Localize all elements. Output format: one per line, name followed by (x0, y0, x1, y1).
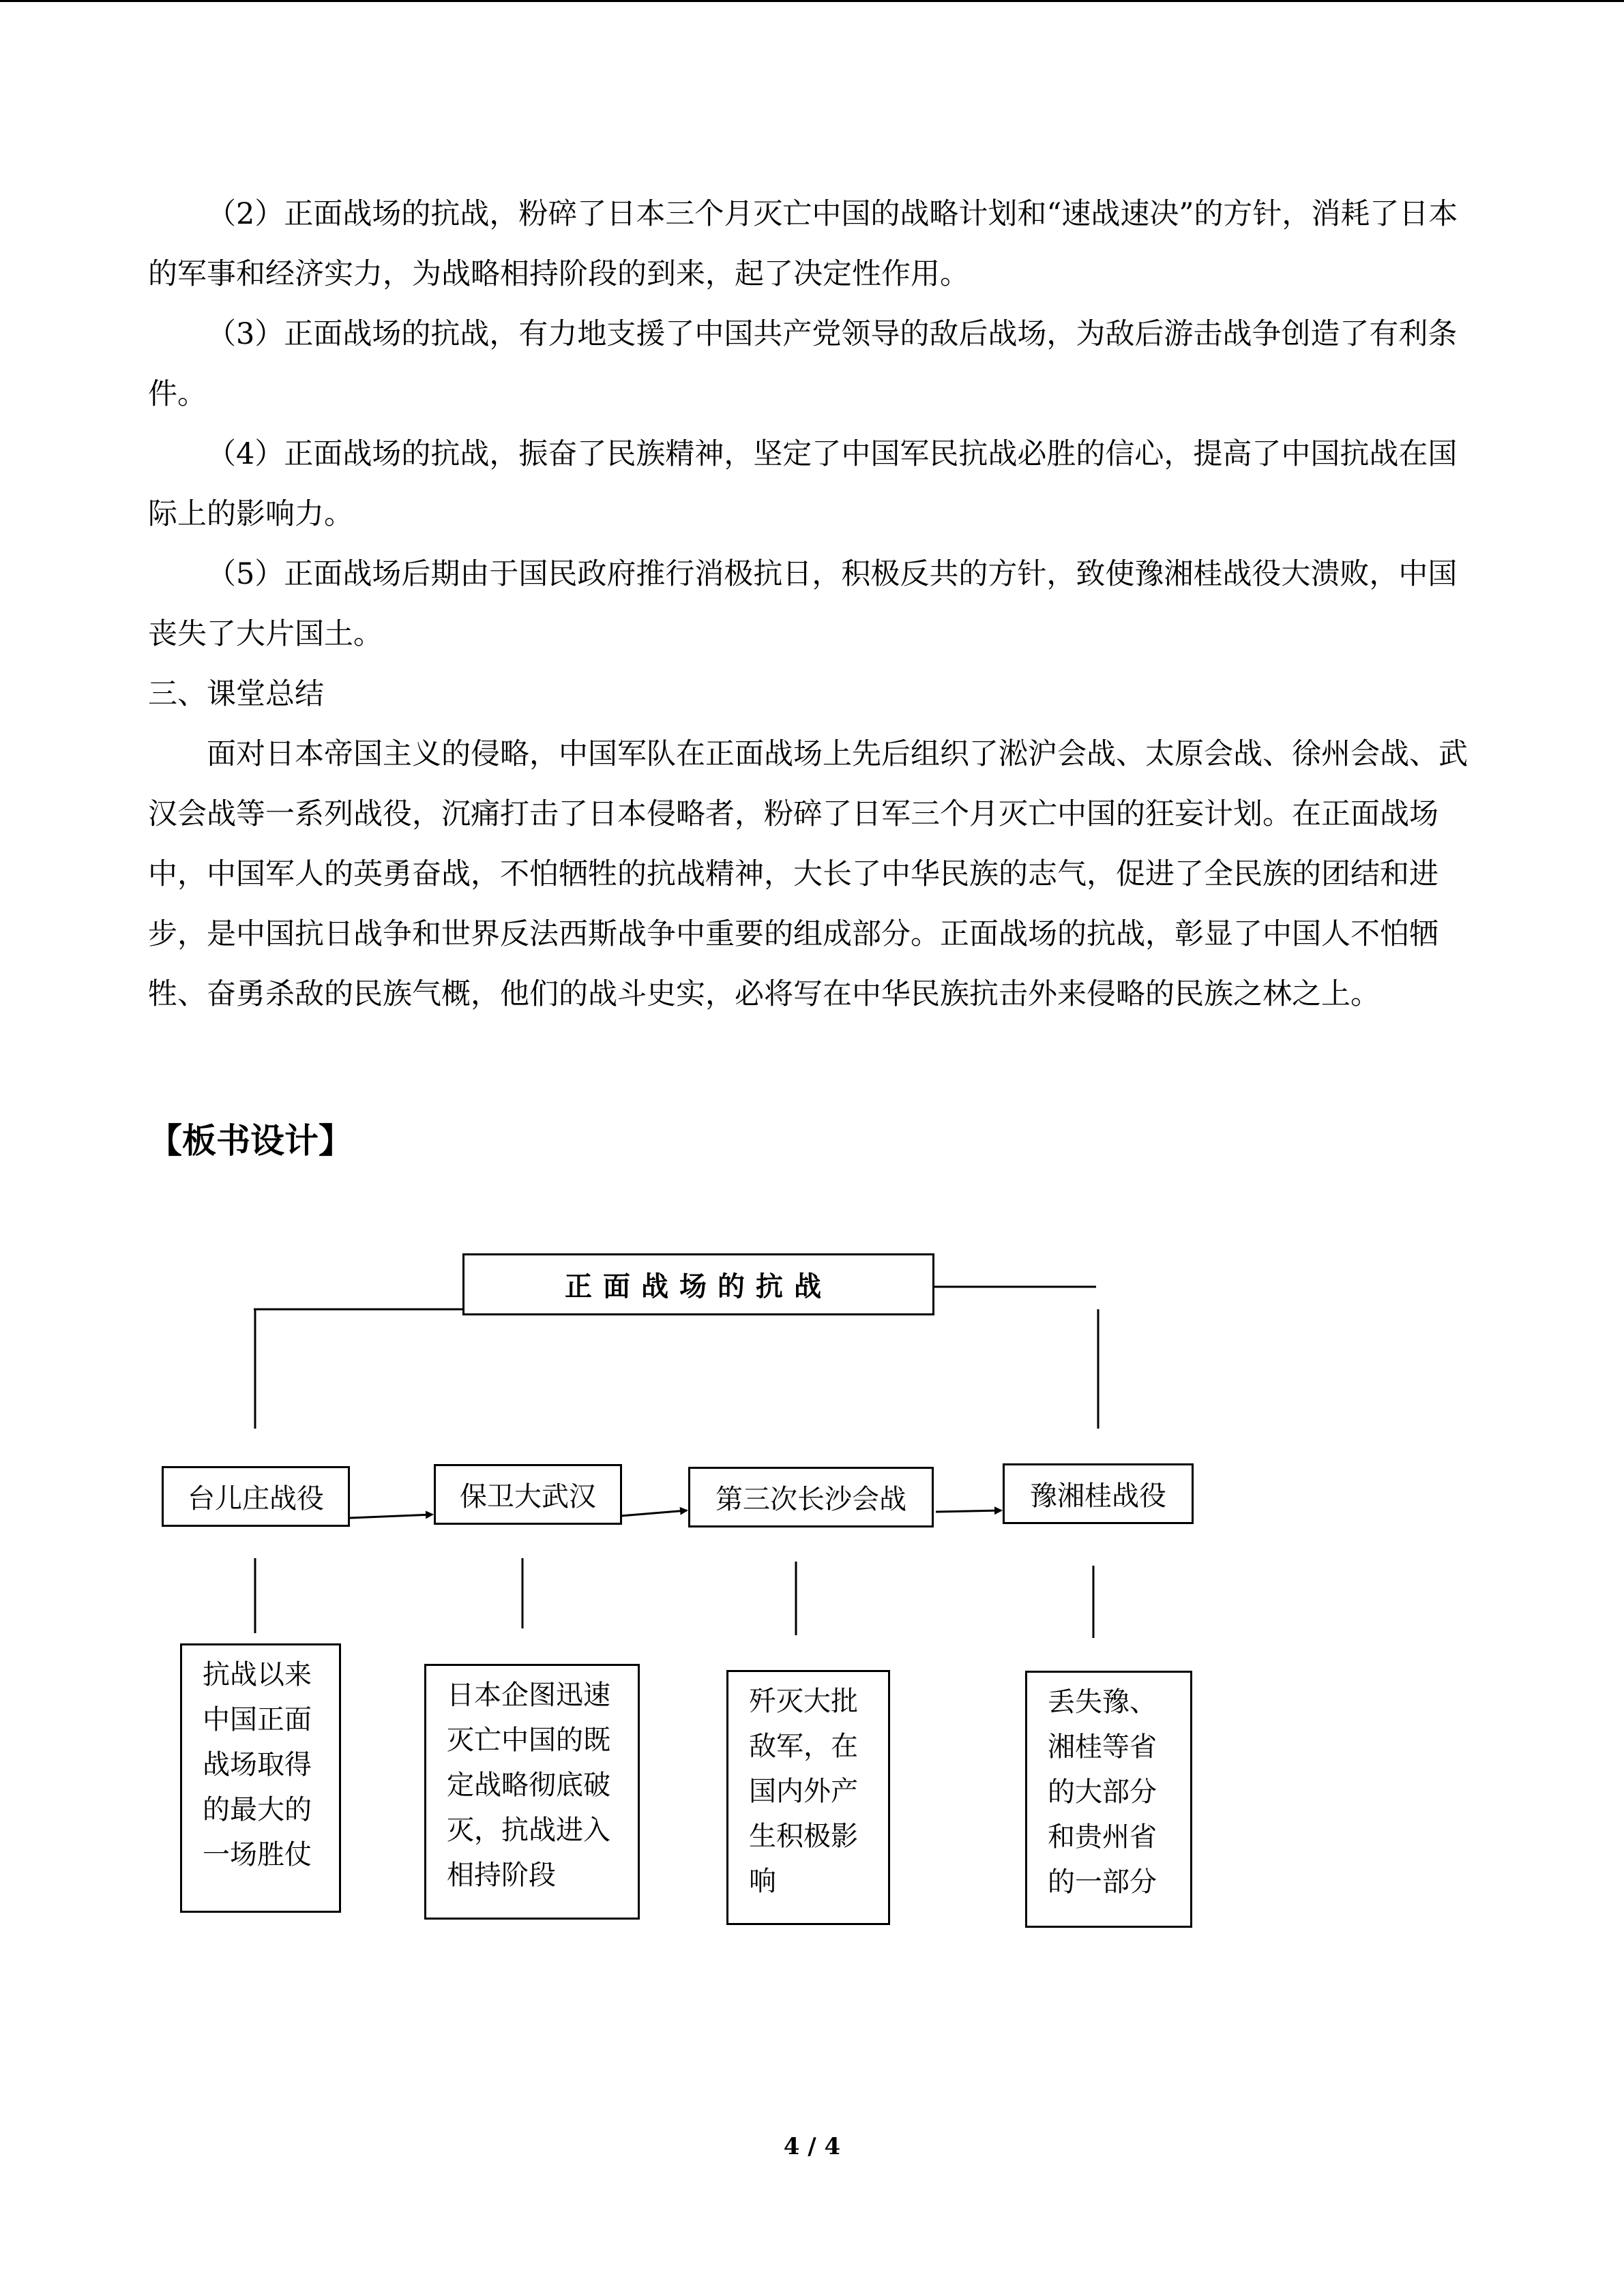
arrow-1 (350, 1515, 432, 1518)
arrow-2 (621, 1510, 687, 1516)
battle-box-yuxianggui: 豫湘桂战役 (1003, 1463, 1194, 1524)
battle-desc-taierzhuang: 抗战以来 中国正面 战场取得 的最大的 一场胜仗 (180, 1643, 341, 1913)
paragraph-front-battle-4: （4）正面战场的抗战，振奋了民族精神，坚定了中国军民抗战必胜的信心，提高了中国抗战在国际上的影响力。 (148, 437, 1458, 531)
battle-desc-yuxianggui: 丢失豫、 湘桂等省 的大部分 和贵州省 的一部分 (1025, 1671, 1192, 1928)
paragraph-summary: 面对日本帝国主义的侵略，中国军队在正面战场上先后组织了淞沪会战、太原会战、徐州会战、武汉会战等一系列战役，沉痛打击了日本侵略者，粉碎了日军三个月灭亡中国的狂妄计划。在正面战场中，中国军人的英勇奋战，不怕牺牲的抗战精神，大长了中华民族的志气，促进了全民族的团结和进步，是中国抗日战争和世界反法西斯战争中重要的组成部分。正面战场的抗战，彰显了中国人不怕牺牲、奋勇杀敌的民族气概，他们的战斗史实，必将写在中华民族抗击外来侵略的民族之林之上。 (148, 737, 1468, 1011)
battle-box-taierzhuang: 台儿庄战役 (162, 1466, 350, 1527)
arrow-3 (936, 1510, 1001, 1512)
battle-desc-changsha: 歼灭大批 敌军，在 国内外产 生积极影 响 (726, 1670, 890, 1925)
page-number: 4 / 4 (783, 2133, 841, 2160)
battle-box-wuhan: 保卫大武汉 (434, 1464, 622, 1525)
paragraph-front-battle-2: （2）正面战场的抗战，粉碎了日本三个月灭亡中国的战略计划和“速战速决”的方针，消耗了日本的军事和经济实力，为战略相持阶段的到来，起了决定性作用。 (148, 197, 1458, 291)
diagram-title-box: 正面战场的抗战 (462, 1253, 934, 1315)
battle-desc-wuhan: 日本企图迅速 灭亡中国的既 定战略彻底破 灭，抗战进入 相持阶段 (424, 1664, 640, 1920)
board-design-heading: 【板书设计】 (148, 1121, 353, 1161)
section-heading-summary: 三、课堂总结 (148, 677, 324, 711)
paragraph-front-battle-5: （5）正面战场后期由于国民政府推行消极抗日，积极反共的方针，致使豫湘桂战役大溃败，中国丧失了大片国土。 (148, 557, 1458, 651)
paragraph-front-battle-3: （3）正面战场的抗战，有力地支援了中国共产党领导的敌后战场，为敌后游击战争创造了有利条件。 (148, 317, 1458, 411)
battle-box-changsha: 第三次长沙会战 (688, 1467, 934, 1527)
